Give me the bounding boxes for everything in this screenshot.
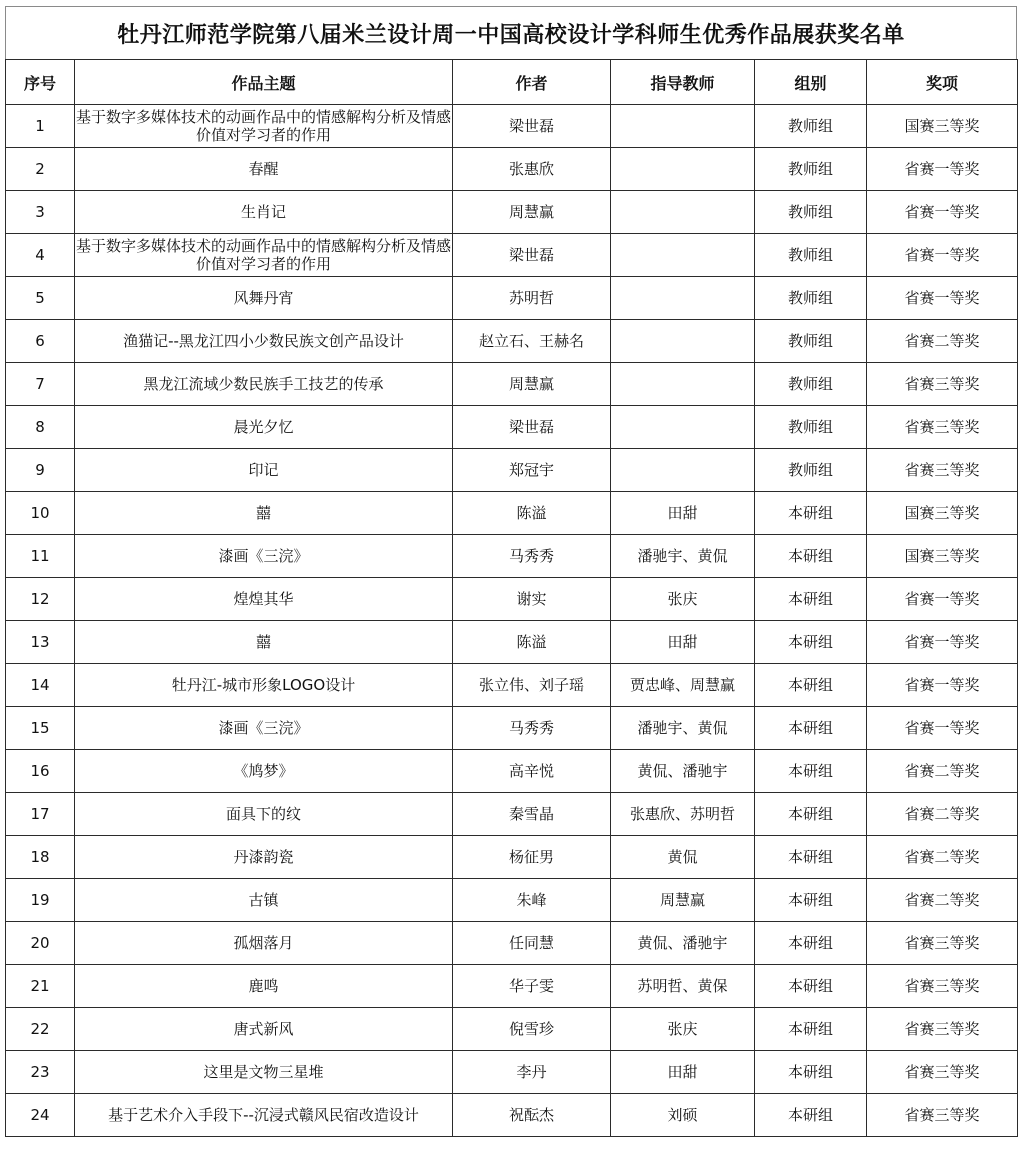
cell-index: 17 bbox=[6, 793, 75, 836]
header-topic: 作品主题 bbox=[75, 60, 453, 105]
cell-author: 赵立石、王赫名 bbox=[453, 320, 611, 363]
page-title: 牡丹江师范学院第八届米兰设计周一中国高校设计学科师生优秀作品展获奖名单 bbox=[5, 6, 1017, 59]
cell-group: 本研组 bbox=[755, 750, 867, 793]
table-row bbox=[6, 793, 1018, 836]
cell-award: 省赛三等奖 bbox=[867, 922, 1018, 965]
table-row bbox=[6, 879, 1018, 922]
cell-index: 11 bbox=[6, 535, 75, 578]
cell-award: 省赛三等奖 bbox=[867, 965, 1018, 1008]
cell-advisor bbox=[611, 320, 755, 363]
cell-advisor bbox=[611, 449, 755, 492]
table-row bbox=[6, 664, 1018, 707]
cell-topic: 鹿鸣 bbox=[75, 965, 453, 1008]
cell-award: 国赛三等奖 bbox=[867, 492, 1018, 535]
cell-topic: 黑龙江流域少数民族手工技艺的传承 bbox=[75, 363, 453, 406]
cell-topic: 牡丹江-城市形象LOGO设计 bbox=[75, 664, 453, 707]
cell-award: 国赛三等奖 bbox=[867, 535, 1018, 578]
cell-topic: 基于数字多媒体技术的动画作品中的情感解构分析及情感价值对学习者的作用 bbox=[75, 105, 453, 148]
header-award: 奖项 bbox=[867, 60, 1018, 105]
table-row bbox=[6, 578, 1018, 621]
cell-author: 华子雯 bbox=[453, 965, 611, 1008]
cell-award: 省赛一等奖 bbox=[867, 234, 1018, 277]
cell-topic: 风舞丹宵 bbox=[75, 277, 453, 320]
cell-advisor: 田甜 bbox=[611, 492, 755, 535]
cell-index: 18 bbox=[6, 836, 75, 879]
table-row bbox=[6, 750, 1018, 793]
cell-advisor: 潘驰宇、黄侃 bbox=[611, 707, 755, 750]
header-row bbox=[6, 60, 1018, 105]
cell-author: 谢实 bbox=[453, 578, 611, 621]
cell-index: 9 bbox=[6, 449, 75, 492]
cell-topic: 《鸠梦》 bbox=[75, 750, 453, 793]
cell-group: 教师组 bbox=[755, 277, 867, 320]
table-row bbox=[6, 1094, 1018, 1137]
cell-index: 1 bbox=[6, 105, 75, 148]
cell-topic: 晨光夕忆 bbox=[75, 406, 453, 449]
cell-author: 梁世磊 bbox=[453, 234, 611, 277]
cell-advisor: 潘驰宇、黄侃 bbox=[611, 535, 755, 578]
cell-group: 本研组 bbox=[755, 879, 867, 922]
cell-topic: 这里是文物三星堆 bbox=[75, 1051, 453, 1094]
cell-topic: 印记 bbox=[75, 449, 453, 492]
cell-topic: 基于数字多媒体技术的动画作品中的情感解构分析及情感价值对学习者的作用 bbox=[75, 234, 453, 277]
cell-topic: 孤烟落月 bbox=[75, 922, 453, 965]
cell-index: 20 bbox=[6, 922, 75, 965]
cell-group: 教师组 bbox=[755, 449, 867, 492]
cell-group: 教师组 bbox=[755, 148, 867, 191]
cell-group: 教师组 bbox=[755, 234, 867, 277]
cell-topic: 漆画《三浣》 bbox=[75, 535, 453, 578]
cell-topic: 基于艺术介入手段下--沉浸式赣风民宿改造设计 bbox=[75, 1094, 453, 1137]
cell-advisor: 黄侃、潘驰宇 bbox=[611, 750, 755, 793]
cell-advisor: 张庆 bbox=[611, 578, 755, 621]
cell-index: 6 bbox=[6, 320, 75, 363]
header-author: 作者 bbox=[453, 60, 611, 105]
cell-group: 本研组 bbox=[755, 1008, 867, 1051]
cell-advisor: 田甜 bbox=[611, 1051, 755, 1094]
cell-award: 省赛二等奖 bbox=[867, 879, 1018, 922]
table-row bbox=[6, 449, 1018, 492]
cell-award: 省赛二等奖 bbox=[867, 750, 1018, 793]
cell-group: 教师组 bbox=[755, 320, 867, 363]
cell-author: 倪雪珍 bbox=[453, 1008, 611, 1051]
cell-index: 19 bbox=[6, 879, 75, 922]
cell-award: 省赛三等奖 bbox=[867, 406, 1018, 449]
cell-topic: 囍 bbox=[75, 621, 453, 664]
cell-group: 教师组 bbox=[755, 105, 867, 148]
award-table bbox=[5, 59, 1018, 1137]
cell-index: 15 bbox=[6, 707, 75, 750]
cell-advisor: 张庆 bbox=[611, 1008, 755, 1051]
header-index: 序号 bbox=[6, 60, 75, 105]
cell-advisor: 黄侃、潘驰宇 bbox=[611, 922, 755, 965]
cell-index: 23 bbox=[6, 1051, 75, 1094]
cell-advisor bbox=[611, 148, 755, 191]
cell-index: 10 bbox=[6, 492, 75, 535]
cell-award: 省赛一等奖 bbox=[867, 148, 1018, 191]
cell-advisor: 黄侃 bbox=[611, 836, 755, 879]
cell-topic: 煌煌其华 bbox=[75, 578, 453, 621]
cell-award: 省赛三等奖 bbox=[867, 449, 1018, 492]
cell-group: 教师组 bbox=[755, 363, 867, 406]
cell-award: 省赛二等奖 bbox=[867, 793, 1018, 836]
cell-award: 省赛一等奖 bbox=[867, 578, 1018, 621]
cell-topic: 囍 bbox=[75, 492, 453, 535]
cell-advisor bbox=[611, 234, 755, 277]
cell-group: 本研组 bbox=[755, 492, 867, 535]
cell-topic: 漆画《三浣》 bbox=[75, 707, 453, 750]
cell-index: 3 bbox=[6, 191, 75, 234]
cell-award: 省赛三等奖 bbox=[867, 363, 1018, 406]
cell-topic: 丹漆韵瓷 bbox=[75, 836, 453, 879]
cell-author: 张惠欣 bbox=[453, 148, 611, 191]
table-row bbox=[6, 277, 1018, 320]
cell-group: 教师组 bbox=[755, 406, 867, 449]
cell-award: 省赛二等奖 bbox=[867, 320, 1018, 363]
cell-topic: 面具下的纹 bbox=[75, 793, 453, 836]
cell-award: 省赛一等奖 bbox=[867, 664, 1018, 707]
cell-index: 4 bbox=[6, 234, 75, 277]
cell-group: 本研组 bbox=[755, 965, 867, 1008]
cell-award: 省赛一等奖 bbox=[867, 621, 1018, 664]
table-row bbox=[6, 148, 1018, 191]
cell-author: 陈溢 bbox=[453, 621, 611, 664]
cell-award: 省赛一等奖 bbox=[867, 277, 1018, 320]
cell-index: 14 bbox=[6, 664, 75, 707]
cell-advisor: 贾忠峰、周慧赢 bbox=[611, 664, 755, 707]
cell-topic: 生肖记 bbox=[75, 191, 453, 234]
cell-advisor: 周慧赢 bbox=[611, 879, 755, 922]
cell-topic: 春醒 bbox=[75, 148, 453, 191]
table-row bbox=[6, 1008, 1018, 1051]
cell-author: 任同慧 bbox=[453, 922, 611, 965]
header-group: 组别 bbox=[755, 60, 867, 105]
cell-award: 省赛三等奖 bbox=[867, 1008, 1018, 1051]
cell-group: 本研组 bbox=[755, 836, 867, 879]
cell-award: 国赛三等奖 bbox=[867, 105, 1018, 148]
table-row bbox=[6, 1051, 1018, 1094]
table-row bbox=[6, 492, 1018, 535]
table-row bbox=[6, 191, 1018, 234]
cell-group: 本研组 bbox=[755, 1051, 867, 1094]
cell-index: 16 bbox=[6, 750, 75, 793]
cell-author: 苏明哲 bbox=[453, 277, 611, 320]
cell-advisor bbox=[611, 406, 755, 449]
cell-author: 马秀秀 bbox=[453, 707, 611, 750]
cell-advisor bbox=[611, 277, 755, 320]
cell-group: 本研组 bbox=[755, 578, 867, 621]
table-row bbox=[6, 234, 1018, 277]
cell-award: 省赛一等奖 bbox=[867, 707, 1018, 750]
cell-author: 梁世磊 bbox=[453, 105, 611, 148]
cell-advisor: 田甜 bbox=[611, 621, 755, 664]
table-row bbox=[6, 406, 1018, 449]
cell-group: 本研组 bbox=[755, 535, 867, 578]
table-body bbox=[6, 105, 1018, 1137]
cell-author: 秦雪晶 bbox=[453, 793, 611, 836]
table-row bbox=[6, 707, 1018, 750]
cell-author: 高辛悦 bbox=[453, 750, 611, 793]
cell-topic: 唐式新风 bbox=[75, 1008, 453, 1051]
cell-advisor: 苏明哲、黄保 bbox=[611, 965, 755, 1008]
cell-topic: 渔猫记--黑龙江四小少数民族文创产品设计 bbox=[75, 320, 453, 363]
cell-advisor bbox=[611, 363, 755, 406]
cell-author: 郑冠宇 bbox=[453, 449, 611, 492]
cell-author: 朱峰 bbox=[453, 879, 611, 922]
cell-topic: 古镇 bbox=[75, 879, 453, 922]
cell-author: 李丹 bbox=[453, 1051, 611, 1094]
cell-author: 杨征男 bbox=[453, 836, 611, 879]
table-row bbox=[6, 535, 1018, 578]
cell-index: 7 bbox=[6, 363, 75, 406]
cell-group: 本研组 bbox=[755, 793, 867, 836]
cell-index: 13 bbox=[6, 621, 75, 664]
cell-index: 12 bbox=[6, 578, 75, 621]
cell-author: 马秀秀 bbox=[453, 535, 611, 578]
cell-group: 本研组 bbox=[755, 621, 867, 664]
cell-advisor bbox=[611, 191, 755, 234]
table-row bbox=[6, 836, 1018, 879]
cell-advisor: 刘硕 bbox=[611, 1094, 755, 1137]
cell-index: 5 bbox=[6, 277, 75, 320]
cell-author: 梁世磊 bbox=[453, 406, 611, 449]
cell-group: 教师组 bbox=[755, 191, 867, 234]
cell-group: 本研组 bbox=[755, 664, 867, 707]
cell-advisor bbox=[611, 105, 755, 148]
cell-index: 22 bbox=[6, 1008, 75, 1051]
cell-index: 8 bbox=[6, 406, 75, 449]
table-header bbox=[6, 60, 1018, 105]
header-advisor: 指导教师 bbox=[611, 60, 755, 105]
cell-award: 省赛一等奖 bbox=[867, 191, 1018, 234]
cell-index: 24 bbox=[6, 1094, 75, 1137]
cell-award: 省赛三等奖 bbox=[867, 1051, 1018, 1094]
cell-author: 祝酝杰 bbox=[453, 1094, 611, 1137]
cell-author: 张立伟、刘子瑶 bbox=[453, 664, 611, 707]
cell-group: 本研组 bbox=[755, 922, 867, 965]
table-row bbox=[6, 105, 1018, 148]
table-row bbox=[6, 363, 1018, 406]
cell-award: 省赛三等奖 bbox=[867, 1094, 1018, 1137]
cell-advisor: 张惠欣、苏明哲 bbox=[611, 793, 755, 836]
table-row bbox=[6, 922, 1018, 965]
cell-author: 周慧赢 bbox=[453, 191, 611, 234]
cell-index: 2 bbox=[6, 148, 75, 191]
cell-author: 周慧赢 bbox=[453, 363, 611, 406]
cell-group: 本研组 bbox=[755, 707, 867, 750]
table-row bbox=[6, 320, 1018, 363]
cell-award: 省赛二等奖 bbox=[867, 836, 1018, 879]
cell-group: 本研组 bbox=[755, 1094, 867, 1137]
cell-index: 21 bbox=[6, 965, 75, 1008]
table-row bbox=[6, 965, 1018, 1008]
cell-author: 陈溢 bbox=[453, 492, 611, 535]
table-row bbox=[6, 621, 1018, 664]
